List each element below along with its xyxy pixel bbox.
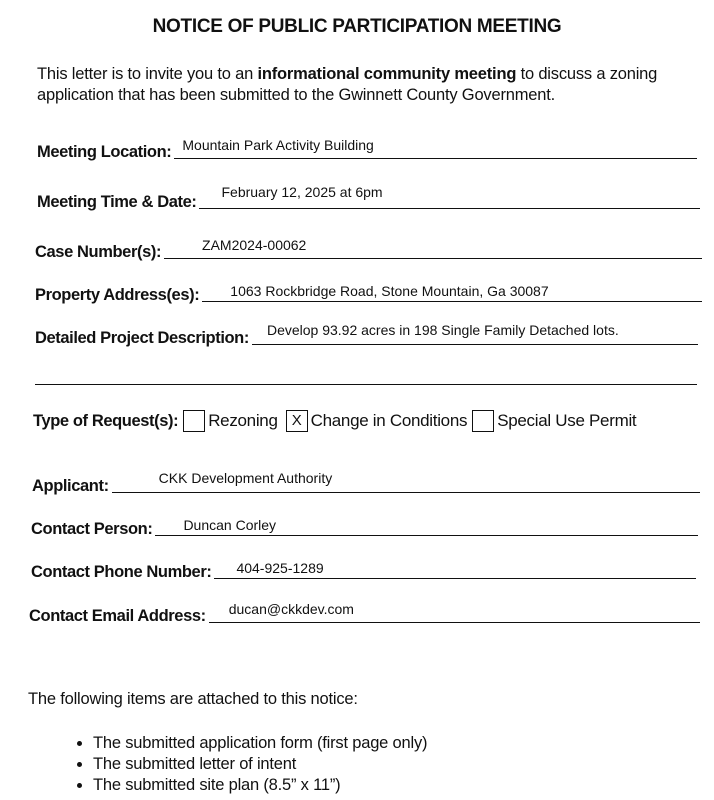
field-line[interactable] [209,600,700,623]
request-type [33,410,636,432]
intro-bold: informational community meeting [257,65,517,83]
field-label: Property Address(es): [35,286,200,304]
option-label-rezoning: Rezoning [208,411,278,430]
intro-text: This letter is to invite you to an [37,65,258,83]
field-label: Meeting Location: [37,143,172,161]
field-value: 1063 Rockbridge Road, Stone Mountain, Ga 30087 [230,283,549,299]
field-label: Detailed Project Description: [35,329,249,347]
list-item: • The submitted site plan (8.5” x 11”) [93,775,427,796]
field-property-address [35,279,702,305]
field-value: ducan@ckkdev.com [228,601,354,617]
attachments-heading: The following items are attached to this notice: [28,690,358,708]
list-item: • The submitted letter of intent [93,754,427,775]
field-case-number [35,236,702,262]
field-value: Duncan Corley [183,517,277,533]
field-meeting-time [37,186,700,212]
field-value: Develop 93.92 acres in 198 Single Family Detached lots. [266,322,619,338]
field-label: Meeting Time & Date: [37,193,197,211]
field-line[interactable] [164,236,702,259]
field-value: CKK Development Authority [158,470,333,486]
field-project-description [35,322,698,348]
request-label: Type of Request(s): [33,411,179,430]
page-title: NOTICE OF PUBLIC PARTICIPATION MEETING [152,16,562,37]
attachments-list [58,733,427,796]
option-label-special-use-permit: Special Use Permit [497,411,637,430]
field-value: 404-925-1289 [236,560,324,576]
field-line[interactable] [202,279,702,302]
field-line[interactable] [155,513,698,536]
field-contact-phone [31,556,696,582]
field-label: Contact Phone Number: [31,563,212,581]
field-label: Applicant: [32,477,109,495]
field-meeting-location [37,136,697,162]
checkbox-special-use-permit[interactable] [472,410,494,432]
field-value: Mountain Park Activity Building [182,137,374,153]
field-line[interactable] [214,556,696,579]
checkbox-change-in-conditions[interactable]: X [286,410,308,432]
field-label: Case Number(s): [35,243,162,261]
option-label-change-in-conditions: Change in Conditions [310,411,468,430]
field-value: ZAM2024-00062 [202,237,307,253]
list-item: • The submitted application form (first page only) [93,733,427,754]
field-line[interactable] [112,470,700,493]
field-label: Contact Email Address: [29,607,206,625]
description-continuation-line[interactable] [35,384,697,385]
intro-paragraph [37,64,707,106]
field-line[interactable] [174,136,697,159]
field-contact-email [29,600,700,626]
checkbox-rezoning[interactable] [183,410,205,432]
field-label: Contact Person: [31,520,153,538]
intro-text-end: to discuss a zoning application that has been submitted to the Gwinnett County Government. [37,65,658,104]
field-applicant [32,470,700,496]
field-line[interactable] [199,186,700,209]
field-line[interactable] [252,322,698,345]
field-contact-person [31,513,698,539]
field-value: February 12, 2025 at 6pm [221,184,383,200]
